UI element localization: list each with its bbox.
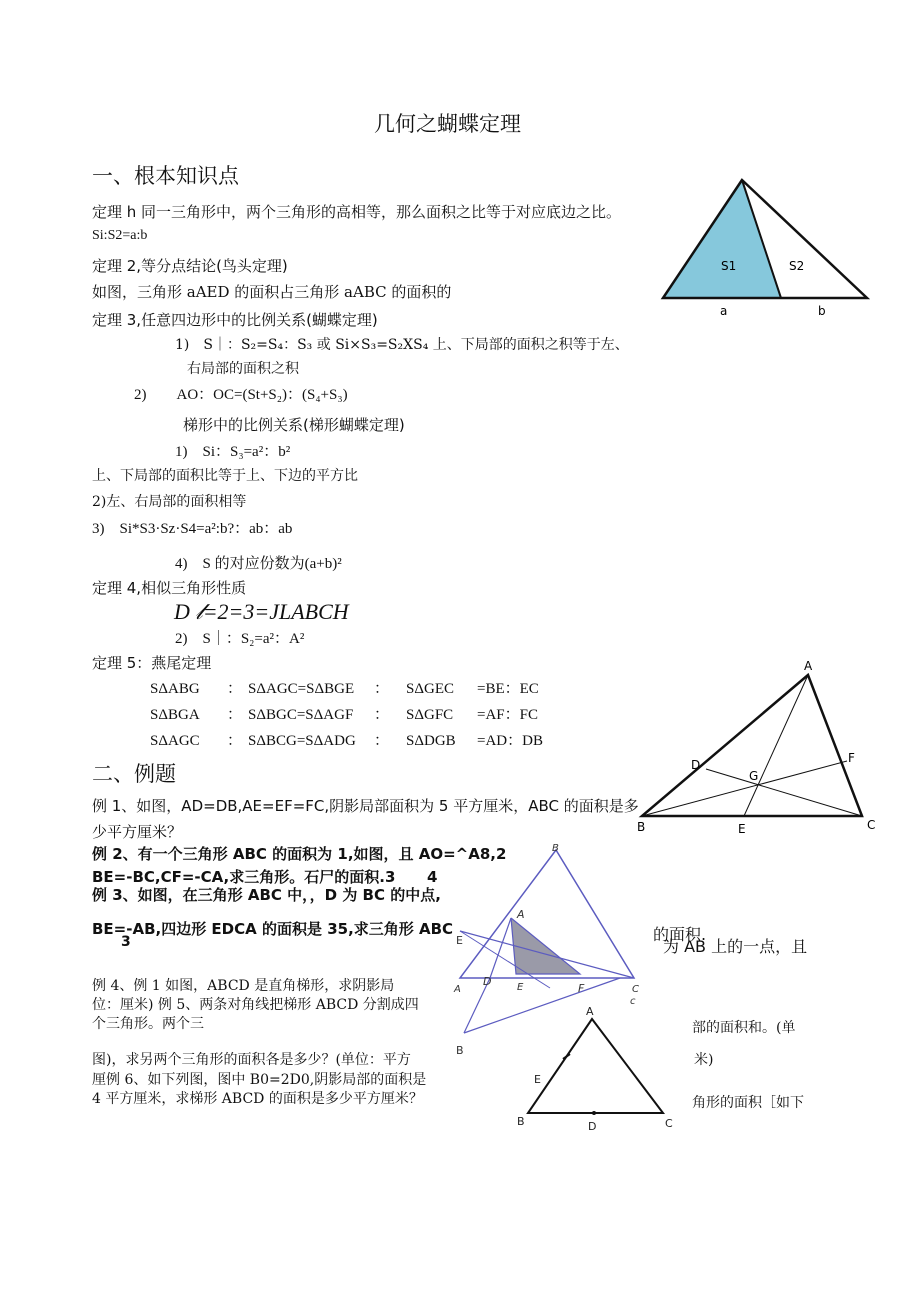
label-b-bot: B — [456, 1044, 464, 1057]
trapezoid-item-1b: 上、下局部的面积比等于上、下边的平方比 — [92, 468, 358, 484]
region-s1 — [663, 180, 781, 298]
label-a: A — [804, 659, 813, 673]
example-2b: BE=-BC,CF=-CA,求三角形。石尸的面积.3 — [92, 868, 396, 886]
label-s2: S2 — [789, 259, 805, 273]
example-4e: 米) — [694, 1052, 714, 1068]
label-f: F — [848, 751, 855, 765]
example-4a: 例 4、例 1 如图，ABCD 是直角梯形，求阴影局 — [92, 978, 395, 994]
trapezoid-item-2: 2)左、右局部的面积相等 — [92, 494, 247, 510]
example-1a: 例 1、如图，AD=DB,AE=EF=FC,阴影局部面积为 5 平方厘米，ABC 的面积是多 — [92, 797, 639, 815]
example-3c: 3 — [121, 934, 131, 950]
label-e: E — [534, 1073, 541, 1086]
figure-triangle-s1-s2 — [655, 172, 880, 322]
yanwei-cell: SΔBGC=SΔAGF — [248, 707, 354, 723]
trapezoid-item-3: 3) Si*S3·Sz·S4=a²:b?：ab：ab — [92, 521, 293, 537]
yanwei-cell: SΔGEC — [406, 681, 454, 697]
label-e-low: E — [517, 982, 524, 993]
label-c-small: c — [630, 996, 636, 1007]
label-b: B — [637, 820, 646, 834]
label-s1: S1 — [721, 259, 737, 273]
label-c: C — [867, 818, 876, 832]
yanwei-cell: SΔBGA — [150, 707, 200, 723]
label-b-top: B — [552, 843, 559, 854]
label-a: A — [517, 908, 525, 921]
example-5c: 4 平方厘米，求梯形 ABCD 的面积是多少平方厘米？ — [92, 1091, 423, 1107]
example-1b: 少平方厘米？ — [92, 823, 183, 841]
yanwei-cell: SΔDGB — [406, 733, 456, 749]
theorem-1-formula: Si:S2=a:b — [92, 228, 148, 243]
yanwei-cell: SΔAGC — [150, 733, 200, 749]
section-heading-1: 一、根本知识点 — [92, 164, 239, 188]
example-3e: 为 AB 上的一点，且 — [663, 937, 808, 956]
example-4c: 个三角形。两个三 — [92, 1016, 204, 1032]
yanwei-cell: =BE：EC — [477, 681, 539, 697]
yanwei-cell: =AF：FC — [477, 707, 538, 723]
yanwei-cell: SΔABG — [150, 681, 200, 697]
yanwei-cell: ： — [227, 707, 243, 723]
label-e: E — [456, 934, 463, 947]
triangle-abc — [528, 1019, 663, 1113]
example-2c: 4 — [427, 868, 438, 886]
theorem-4: 定理 4,相似三角形性质 — [92, 579, 247, 597]
theorem-3-item-2: 2) AO：OC=(St+S₂)：(S₄+S₃) — [134, 387, 348, 403]
example-3b: BE=-AB,四边形 EDCA 的面积是 35,求三角形 ABC — [92, 920, 454, 938]
label-d: D — [691, 758, 701, 772]
label-a-low: A — [454, 984, 461, 995]
label-d: D — [483, 975, 492, 988]
label-c: C — [632, 984, 639, 995]
trapezoid-title: 梯形中的比例关系(梯形蝴蝶定理) — [183, 416, 405, 434]
example-4d: 部的面积和。(单 — [692, 1020, 796, 1036]
label-f: F — [578, 982, 585, 995]
yanwei-cell: ： — [227, 733, 243, 749]
label-b: B — [517, 1115, 525, 1128]
yanwei-cell: SΔAGC=SΔBGE — [248, 681, 355, 697]
theorem-4-item-2: 2) S｜：S₂=a²：A² — [175, 631, 305, 647]
theorem-2: 定理 2,等分点结论(鸟头定理) — [92, 257, 288, 275]
example-3a: 例 3、如图，在三角形 ABC 中，，D 为 BC 的中点, — [92, 886, 441, 904]
yanwei-cell: ： — [374, 733, 390, 749]
example-5b: 厘例 6、如下列图，图中 B0=2D0,阴影局部的面积是 — [92, 1072, 427, 1088]
example-3d: 的面积. — [653, 925, 707, 944]
label-a: a — [720, 304, 728, 318]
trapezoid-item-1: 1) Si：S₃=a²：b² — [175, 444, 291, 460]
midpoint-d — [592, 1111, 596, 1115]
label-e: E — [738, 822, 746, 836]
line-d — [490, 918, 511, 978]
page-title: 几何之蝴蝶定理 — [374, 112, 521, 136]
theorem-4-formula: D 𝓁=2=3=JLABCH — [174, 599, 349, 624]
theorem-3: 定理 3,任意四边形中的比例关系(蝴蝶定理) — [92, 311, 378, 329]
cevian-ae — [744, 675, 808, 816]
label-d: D — [588, 1120, 597, 1133]
yanwei-cell: =AD：DB — [477, 733, 543, 749]
label-c: C — [665, 1117, 673, 1130]
example-4b: 位：厘米) 例 5、两条对角线把梯形 ABCD 分割成四 — [92, 997, 419, 1013]
yanwei-cell: SΔGFC — [406, 707, 454, 723]
trapezoid-item-4: 4) S 的对应份数为(a+b)² — [175, 556, 342, 572]
theorem-3-item-1b: 右局部的面积之积 — [187, 361, 299, 377]
figure-triangle-ed — [508, 1003, 678, 1133]
yanwei-cell: ： — [374, 681, 390, 697]
yanwei-cell: SΔBCG=SΔADG — [248, 733, 356, 749]
example-5a: 图)，求另两个三角形的面积各是多少？(单位：平方 — [92, 1052, 411, 1068]
label-b: b — [818, 304, 826, 318]
figure-yanwei-triangle — [632, 655, 887, 840]
triangle-abc — [642, 675, 862, 816]
example-5d: 角形的面积［如下 — [692, 1095, 804, 1111]
yanwei-cell: ： — [374, 707, 390, 723]
section-heading-2: 二、例题 — [92, 762, 176, 786]
theorem-2-text: 如图，三角形 aAED 的面积占三角形 aABC 的面积的 — [92, 283, 452, 301]
label-g: G — [749, 769, 759, 783]
theorem-1: 定理 h 同一三角形中，两个三角形的高相等，那么面积之比等于对应底边之比。 — [92, 203, 622, 221]
theorem-5: 定理 5：燕尾定理 — [92, 654, 212, 672]
example-2a: 例 2、有一个三角形 ABC 的面积为 1,如图，且 AO=^A8,2 — [92, 845, 507, 863]
theorem-3-item-1a: 1) S｜：S₂=S₄：S₃ 或 Si×S₃=S₂XS₄ 上、下局部的面积之积等于左、 — [175, 337, 629, 353]
label-a: A — [586, 1005, 594, 1018]
yanwei-cell: ： — [227, 681, 243, 697]
